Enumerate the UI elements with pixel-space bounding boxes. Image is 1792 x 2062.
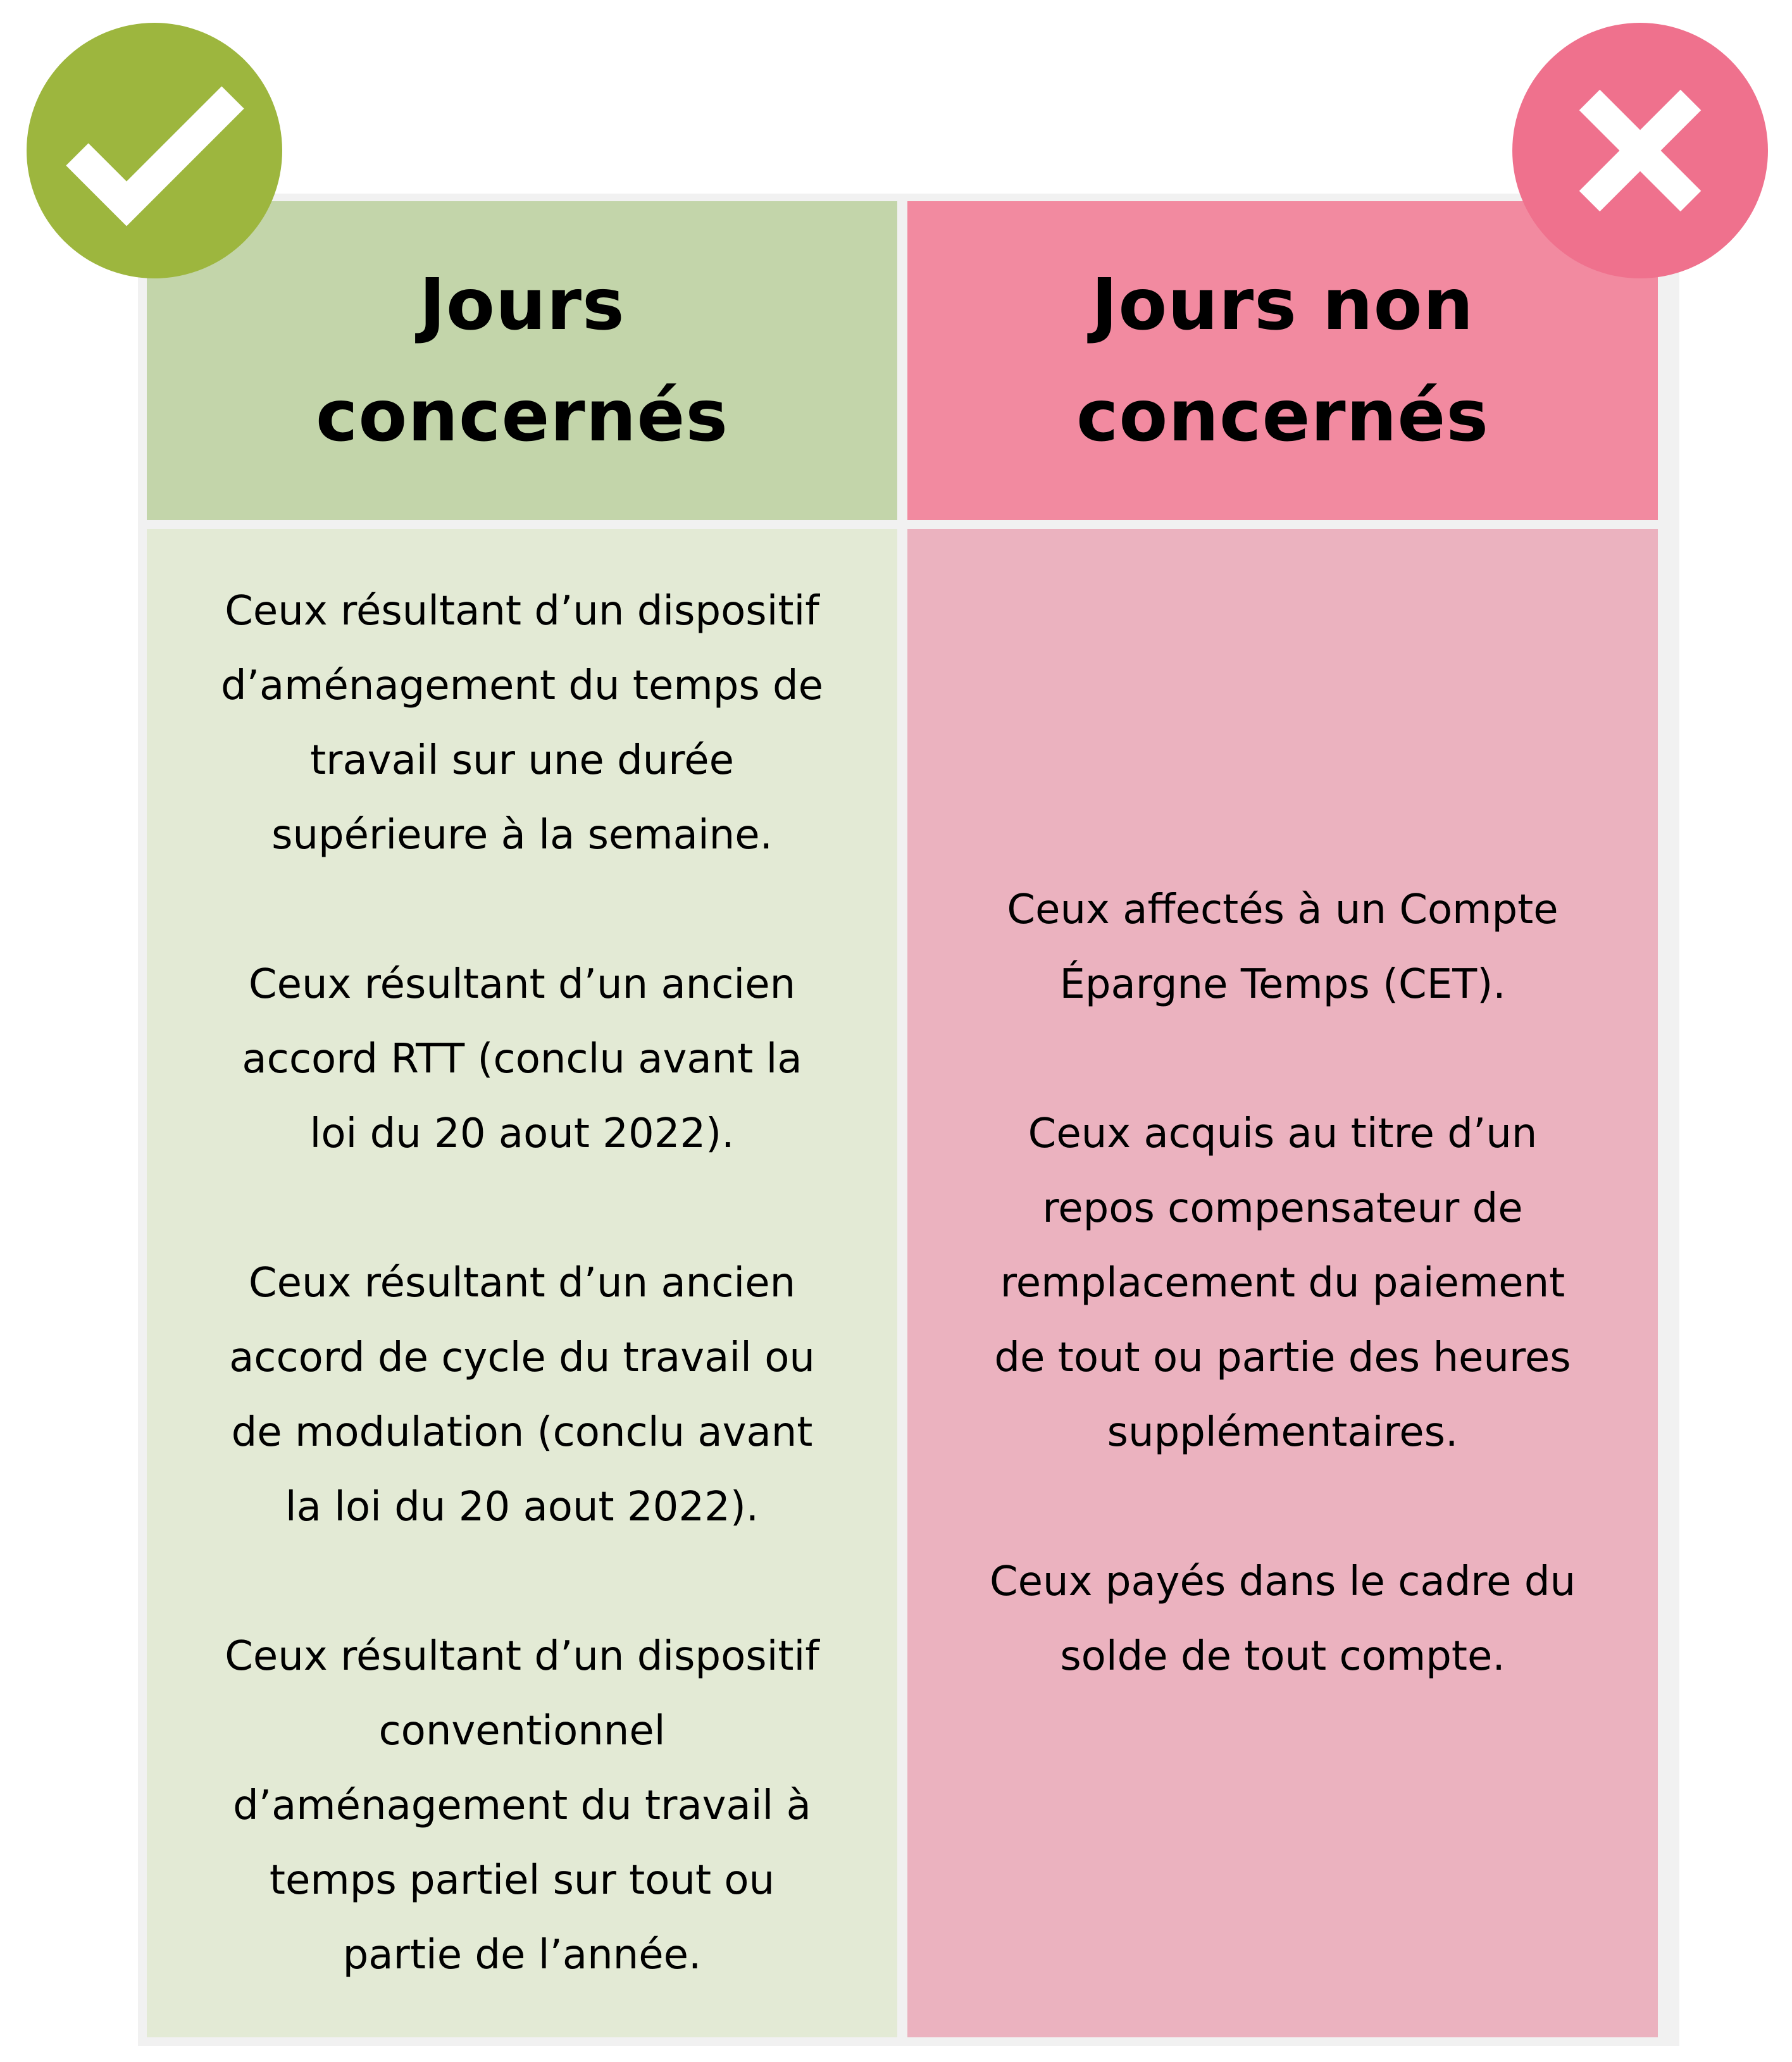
text-line: conventionnel (378, 1708, 666, 1755)
spacer (990, 1022, 1576, 1096)
list-item (990, 1096, 1576, 1470)
text-line: travail sur une durée (310, 737, 734, 784)
text-line: loi du 20 aout 2022). (309, 1110, 735, 1157)
text-line: accord RTT (conclu avant la (242, 1036, 802, 1083)
check-icon (27, 23, 282, 278)
list-concerned (147, 529, 897, 2037)
title-excluded (1076, 249, 1489, 472)
text-line: d’aménagement du travail à (233, 1782, 811, 1829)
check-badge-circle (27, 23, 282, 278)
check-badge (27, 23, 282, 278)
spacer (221, 1171, 823, 1246)
text-line: la loi du 20 aout 2022). (285, 1484, 759, 1531)
list-item (221, 947, 823, 1171)
text-line: Ceux affectés à un Compte (1007, 886, 1559, 933)
text-line: partie de l’année. (342, 1932, 702, 1978)
title-line: concernés (1076, 375, 1489, 457)
text-line: Ceux résultant d’un ancien (248, 961, 796, 1008)
text-line: remplacement du paiement (1000, 1260, 1565, 1307)
text-line: supplémentaires. (1107, 1409, 1459, 1456)
list-item (221, 1246, 823, 1544)
list-item (221, 574, 823, 873)
text-line: d’aménagement du temps de (220, 662, 824, 709)
text-line: repos compensateur de (1042, 1185, 1523, 1232)
cross-badge (1512, 23, 1768, 278)
spacer (221, 873, 823, 947)
cross-icon (1512, 23, 1768, 278)
list-item (221, 1619, 823, 1992)
title-concerned (316, 249, 728, 472)
text-line: accord de cycle du travail ou (229, 1334, 815, 1381)
list-excluded (907, 529, 1658, 2037)
text-line: supérieure à la semaine. (271, 812, 773, 859)
title-line: Jours (419, 264, 625, 346)
text-line: Ceux résultant d’un dispositif (225, 588, 819, 635)
text-line: Ceux acquis au titre d’un (1028, 1110, 1538, 1157)
spacer (221, 1544, 823, 1619)
text-line: solde de tout compte. (1060, 1633, 1505, 1680)
text-line: temps partiel sur tout ou (269, 1857, 775, 1904)
title-line: concernés (315, 375, 728, 457)
text-line: de tout ou partie des heures (994, 1334, 1571, 1381)
spacer (990, 1470, 1576, 1544)
text-line: Ceux résultant d’un ancien (248, 1260, 796, 1307)
text-line: de modulation (conclu avant (231, 1409, 813, 1456)
list-item (990, 873, 1576, 1022)
text-line: Ceux résultant d’un dispositif (225, 1633, 819, 1680)
list-item (990, 1544, 1576, 1694)
text-line: Ceux payés dans le cadre du (989, 1558, 1576, 1605)
title-line: Jours non (1091, 264, 1474, 346)
text-line: Épargne Temps (CET). (1059, 961, 1506, 1008)
